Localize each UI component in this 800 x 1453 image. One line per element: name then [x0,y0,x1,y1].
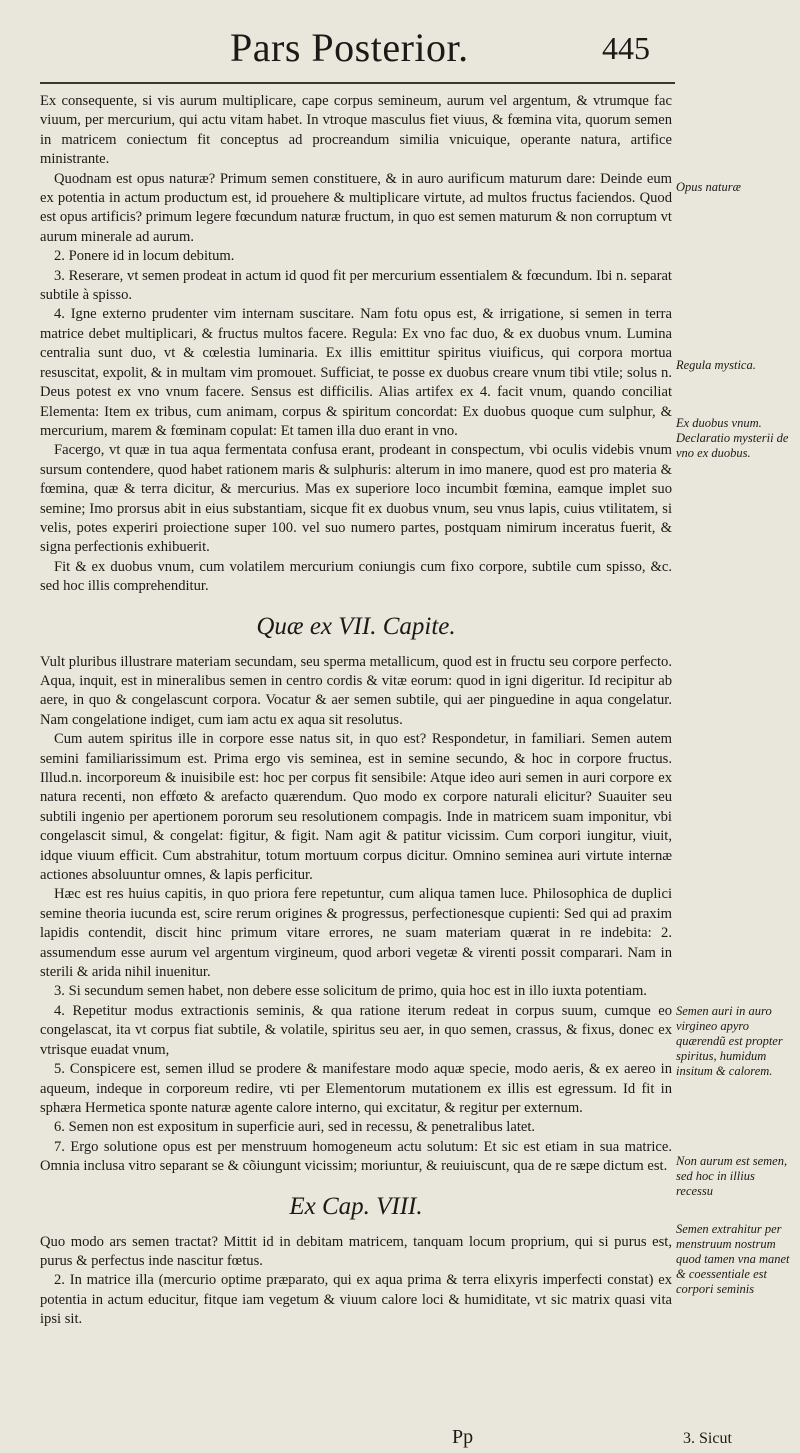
section-heading-cap-8: Ex Cap. VIII. [289,1192,423,1220]
section-heading-cap-7: Quæ ex VII. Capite. [256,612,456,640]
paragraph: 4. Repetitur modus extractionis seminis, & qua ratione iterum redeat in corpus suum, cumque eo congelascat, ita vt corpus fiat subtile, & volatile, spiritus seu aer, in quo semen, crassus, & fixus, donec ex vtrisque euadat vnum, [40,1002,672,1058]
paragraph: Quo modo ars semen tractat? Mittit id in debitam matricem, tanquam locum proprium, qui si purus est, purus & perfectus inde nascitur fœtus. [40,1233,672,1269]
paragraph: 2. Ponere id in locum debitum. [54,248,235,265]
margin-note: Ex duobus vnum. Declaratio mysterii de vno ex duobus. [676,416,789,460]
running-header: Pars Posterior. [230,25,469,70]
margin-note: Non aurum est semen, sed hoc in illius recessu [676,1154,788,1198]
paragraph: 7. Ergo solutione opus est per menstruum homogeneum actu solutum: Et sic est etiam in sua matrice. Omnia inclusa vitro separant se & cõiungunt vicissim; moriuntur, & reuiuiscunt, qua de re sæpe dictum est. [40,1138,672,1175]
paragraph: 2. In matrice illa (mercurio optime præparato, qui ex aqua prima & terra elixyris imperfecti constat) ex potentia in actum educitur, fitque iam vegetum & viuum calore loci & humiditate, vt sic matrix quasi vita ipsi sit. [40,1272,672,1328]
catchword: 3. Sicut [683,1430,732,1447]
paragraph: Vult pluribus illustrare materiam secundam, seu sperma metallicum, quod est in fructu seu corpore perfecto. Aqua, inquit, est in mineralibus semen in centro cordis & vitæ eorum: quod in igni digeritur. Id recipitur ab aere, in quo & congelascunt corpora. Vocatur & aer semen subtile, qui aer pinguedine in aqua congelatur. Nam congelatione indiget, cum iam actu ex aqua sit resolutus. [40,653,672,728]
paragraph: Ex consequente, si vis aurum multiplicare, cape corpus semineum, aurum vel argentum, & vtrumque fac viuum, per mercurium, qui actu vitam habet. In vtroque masculus fiet viuus, & fœmina vita, quorum semen in matricem coniectum fit conceptus ad procreandum similia vnicuique, operante natura, artifice ministrante. [40,93,672,168]
paragraph: Quodnam est opus naturæ? Primum semen constituere, & in auro aurificum maturum dare: Deinde eum ex potentia in actum productum est, id prouehere & multiplicare virtute, ad multos fructus faciendos. Quod est opus artificis? primum legere fœcundum naturæ fructum, in quo est semen maturum & non corruptum vt aurum minerale ad aurum. [40,170,672,245]
margin-note: Semen extrahitur per menstruum nostrum quod tamen vna manet & coessentiale est corpori seminis [676,1222,790,1296]
signature-mark: Pp [452,1426,474,1448]
margin-note: Semen auri in auro virgineo apyro quærendũ est propter spiritus, humidum insitum & calorem. [676,1004,783,1078]
margin-note: Regula mystica. [676,358,756,372]
main-text [40,92,672,1330]
paragraph: 5. Conspicere est, semen illud se prodere & manifestare modo aquæ specie, modo aeris, & ex aereo in aqueum, indeque in corporeum redire, vti per Elementorum mutationem ex illis est egressum. Id fit in sphæra Hermetica sponte naturæ agente calore interno, qui excitatur, & regitur per externum. [40,1061,672,1116]
page-number: 445 [602,30,650,66]
paragraph: Cum autem spiritus ille in corpore esse natus sit, in quo est? Respondetur, in familiari. Semen autem semini familiarissimum est. Prima ergo vis seminea, est in semine secundo, & hoc in corpore fructus. Illud.n. incorporeum & inuisibile est: hoc per corpus fit sensibile: Atque ideo auri semen in auri corpore ex natura recenti, non effœto & arefacto quærendum. Quo modo ex corpore naturali elicitur? Suauiter seu subtili ingenio per apertionem pororum seu resolutionem compagis. Inde in matricem suam imponitur, vbi congelascit simul, & congelat: figitur, & figit. Nam agit & patitur vicissim. Cum corpori iungitur, viuit, idque viuum efficit. Cum abstrahitur, totum mortuum corpus dicitur. Omnino seminea auri virtute internæ actiones absoluuntur omnes, & lapis perficitur. [40,731,672,884]
paragraph: Facergo, vt quæ in tua aqua fermentata confusa erant, prodeant in conspectum, vbi oculis videbis vnum sursum contendere, quod habet rationem maris & sulphuris: alterum in imo manere, quod est pro materia & fœmina, quæ & terra dicitur, & mercurius. Mas ex superiore loco incumbit fœmina, eamque implet suo semine; Imo prorsus abit in eius substantiam, sicque fit ex duobus vnum, seu vnus lapis, cuius vtilitatem, si velis, potes experiri proiectione super 100. vel suo numero partes, postquam nimirum inceratus fuerit, & signa perfectionis exhibuerit. [40,442,672,556]
header-rule [40,82,675,84]
paragraph: 3. Si secundum semen habet, non debere esse solicitum de primo, quia hoc est in illo iuxta potentiam. [54,983,647,1000]
paragraph: 4. Igne externo prudenter vim internam suscitare. Nam fotu opus est, & irrigatione, si semen in terra matrice debet multiplicari, & fructus multos facere. Regula: Ex vno fac duo, & ex duobus vnum. Lumina centralia sunt duo, vt & cœlestia luminaria. Ex illis emittitur spiritus viuificus, qui corpora mortua resuscitat, expolit, & in multam vim promouet. Sufficiat, te posse ex duobus creare vnum tibi vtile; solus n. Deus potest ex vno vnum facere. Sensus est difficilis. Alias artifex ex 4. facit vnum, quando conciliat Elementa: Item ex tribus, cum animam, corpus & spiritum concordat: Ex duobus quoque cum sulphur, & mercurium, marem & fœminam copulat: Et tamen illa duo erant in vno. [40,306,672,439]
paragraph: Hæc est res huius capitis, in quo priora fere repetuntur, cum aliqua tamen luce. Philosophica de duplici semine theoria iucunda est, scire rerum origines & progressus, perfectionesque cupienti: Sed qui ad praxim lapidis contendit, discit hinc primum vitare errores, ne suam materiam quærat in re indebita: 2. assumendum esse aurum vel argentum virgineum, quod arbori vegetæ & virenti possit comparari. Nam in sterili & arida nihil inuenitur. [40,886,672,981]
paragraph: Fit & ex duobus vnum, cum volatilem mercurium coniungis cum fixo corpore, subtile cum spisso, &c. sed hoc illis comprehenditur. [40,558,672,595]
paragraph: 3. Reserare, vt semen prodeat in actum id quod fit per mercurium essentialem & fœcundum. Ibi n. separat subtile à spisso. [40,267,672,304]
margin-note: Opus naturæ [676,180,741,194]
paragraph: 6. Semen non est expositum in superficie auri, sed in recessu, & penetralibus latet. [54,1119,536,1136]
